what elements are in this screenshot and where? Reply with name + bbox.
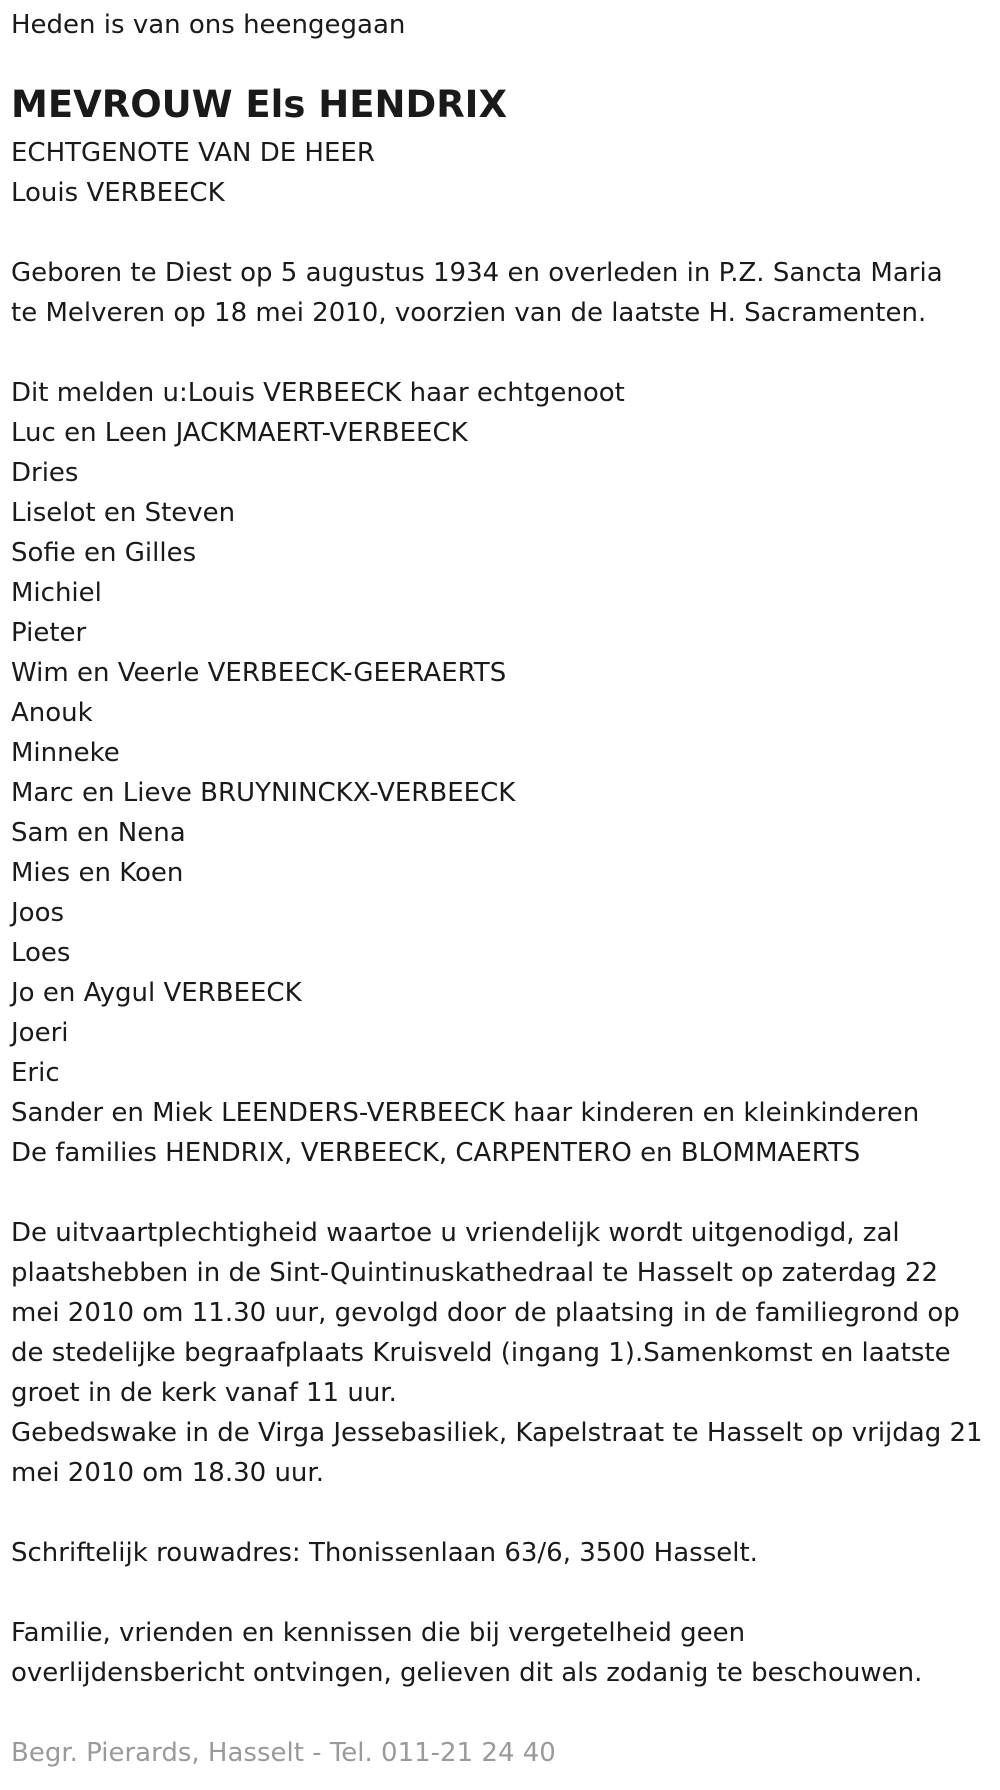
family-line: Marc en Lieve BRUYNINCKX-VERBEECK	[11, 778, 516, 808]
family-list	[11, 373, 919, 1173]
ceremony-line: mei 2010 om 11.30 uur, gevolgd door de plaatsing in de familiegrond op	[11, 1298, 960, 1328]
family-line: Sofie en Gilles	[11, 538, 197, 568]
family-line: De families HENDRIX, VERBEECK, CARPENTERO en BLOMMAERTS	[11, 1138, 861, 1168]
note-line: Familie, vrienden en kennissen die bij vergetelheid geen	[11, 1618, 746, 1648]
family-line: Liselot en Steven	[11, 498, 236, 528]
ceremony-line: De uitvaartplechtigheid waartoe u vriendelijk wordt uitgenodigd, zal	[11, 1218, 900, 1248]
family-line: Dit melden u:Louis VERBEECK haar echtgenoot	[11, 378, 625, 408]
ceremony-line: plaatshebben in de Sint-Quintinuskathedraal te Hasselt op zaterdag 22	[11, 1258, 939, 1288]
ceremony-paragraph	[11, 1213, 983, 1493]
ceremony-line: groet in de kerk vanaf 11 uur.	[11, 1378, 397, 1408]
family-line: Dries	[11, 458, 79, 488]
family-line: Pieter	[11, 618, 87, 648]
funeral-home-footer: Begr. Pierards, Hasselt - Tel. 011-21 24 40	[11, 1738, 556, 1768]
vigil-line: mei 2010 om 18.30 uur.	[11, 1458, 324, 1488]
family-line: Loes	[11, 938, 71, 968]
deceased-name: MEVROUW Els HENDRIX	[11, 83, 507, 126]
note-line: overlijdensbericht ontvingen, gelieven dit als zodanig te beschouwen.	[11, 1658, 923, 1688]
notice-note	[11, 1613, 922, 1693]
family-line: Joos	[11, 898, 65, 928]
family-line: Mies en Koen	[11, 858, 184, 888]
family-line: Joeri	[11, 1018, 69, 1048]
address-line: Schriftelijk rouwadres: Thonissenlaan 63/6, 3500 Hasselt.	[11, 1538, 758, 1568]
family-line: Luc en Leen JACKMAERT-VERBEECK	[11, 418, 468, 448]
intro-text: Heden is van ons heengegaan	[11, 10, 406, 40]
birth-death-paragraph	[11, 253, 943, 333]
birth-line: te Melveren op 18 mei 2010, voorzien van de laatste H. Sacramenten.	[11, 298, 927, 328]
family-line: Michiel	[11, 578, 102, 608]
spouse-title: ECHTGENOTE VAN DE HEER	[11, 138, 375, 168]
mourning-address	[11, 1533, 758, 1573]
ceremony-line: de stedelijke begraafplaats Kruisveld (ingang 1).Samenkomst en laatste	[11, 1338, 951, 1368]
family-line: Wim en Veerle VERBEECK-GEERAERTS	[11, 658, 507, 688]
family-line: Sam en Nena	[11, 818, 186, 848]
family-line: Anouk	[11, 698, 93, 728]
spouse-block	[11, 133, 375, 213]
vigil-line: Gebedswake in de Virga Jessebasiliek, Kapelstraat te Hasselt op vrijdag 21	[11, 1418, 983, 1448]
family-line: Sander en Miek LEENDERS-VERBEECK haar kinderen en kleinkinderen	[11, 1098, 920, 1128]
family-line: Eric	[11, 1058, 60, 1088]
spouse-name: Louis VERBEECK	[11, 178, 225, 208]
family-line: Jo en Aygul VERBEECK	[11, 978, 302, 1008]
family-line: Minneke	[11, 738, 120, 768]
birth-line: Geboren te Diest op 5 augustus 1934 en overleden in P.Z. Sancta Maria	[11, 258, 943, 288]
